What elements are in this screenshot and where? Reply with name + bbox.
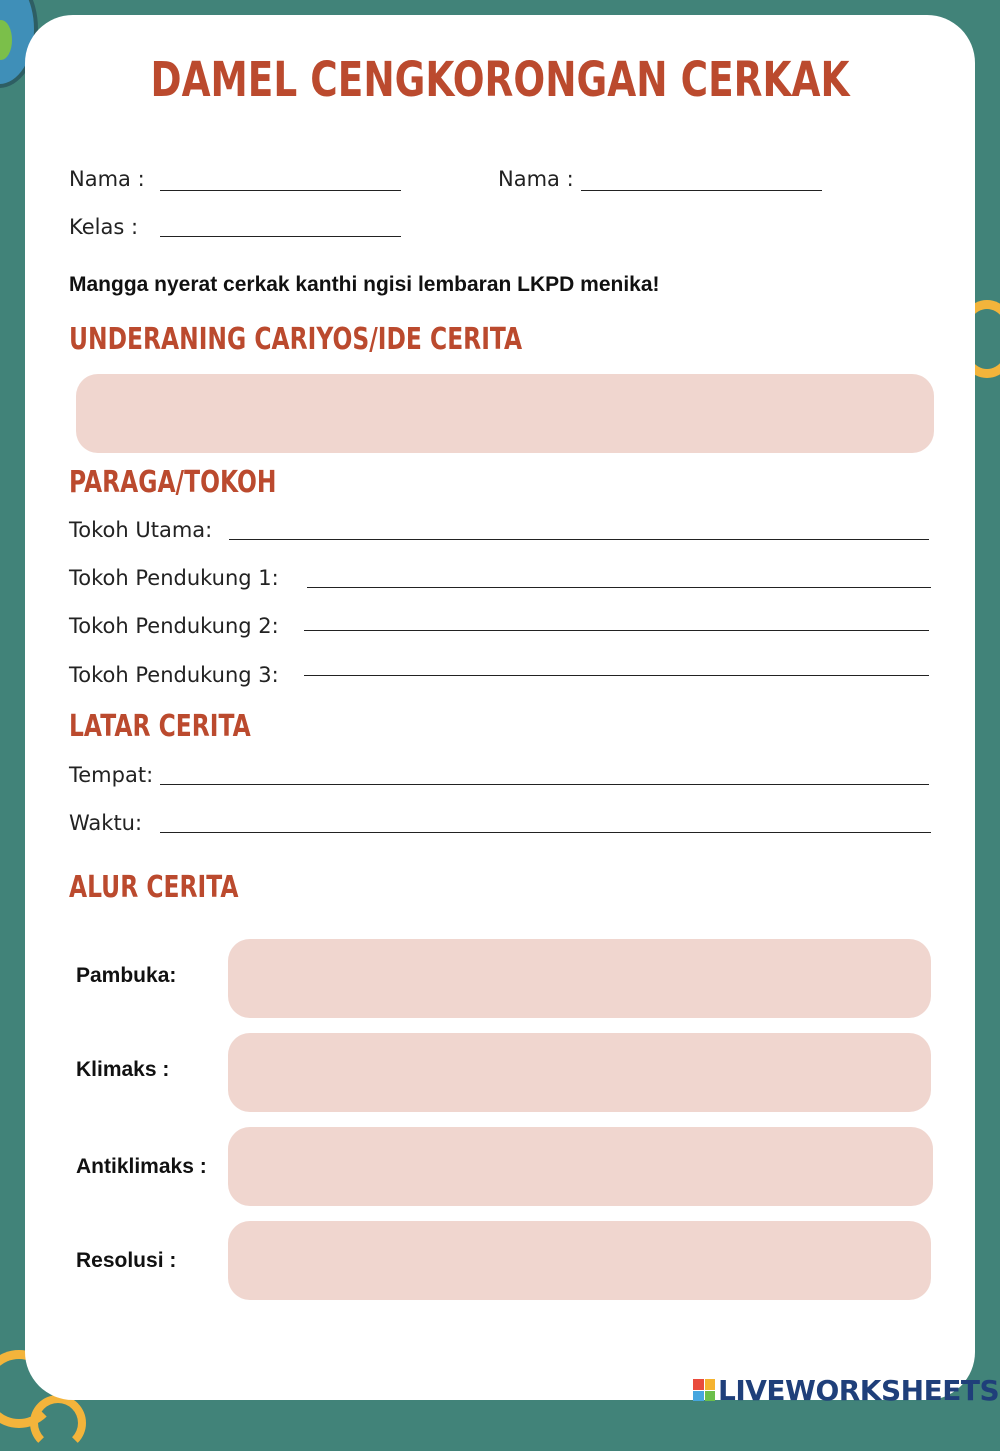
nama-label-2: Nama : [498,167,574,191]
resolusi-label: Resolusi : [76,1249,177,1272]
liveworksheets-logo [693,1374,999,1406]
klimaks-input[interactable] [228,1033,931,1112]
pambuka-label: Pambuka: [76,964,177,987]
resolusi-input[interactable] [228,1221,931,1300]
pambuka-input[interactable] [228,939,931,1018]
kelas-label: Kelas : [69,215,139,239]
waktu-label: Waktu: [69,811,143,835]
tokoh-pendukung-3-label: Tokoh Pendukung 3: [69,663,279,687]
tempat-input[interactable] [160,784,929,785]
tokoh-utama-input[interactable] [229,539,929,540]
kelas-input[interactable] [160,236,401,237]
nama-input-2[interactable] [581,190,822,191]
worksheet-title: DAMEL CENGKORONGAN CERKAK [150,52,850,108]
latar-heading: LATAR CERITA [69,709,251,744]
liveworksheets-wordmark: LIVEWORKSHEETS [718,1373,1000,1407]
klimaks-label: Klimaks : [76,1058,170,1081]
antiklimaks-input[interactable] [228,1127,933,1206]
nama-label-1: Nama : [69,167,145,191]
tokoh-utama-label: Tokoh Utama: [69,518,213,542]
nama-input-1[interactable] [160,190,401,191]
antiklimaks-label: Antiklimaks : [76,1155,207,1178]
tokoh-pendukung-1-input[interactable] [307,587,931,588]
liveworksheets-icon [693,1379,715,1401]
tokoh-pendukung-1-label: Tokoh Pendukung 1: [69,566,279,590]
tokoh-heading: PARAGA/TOKOH [69,465,277,500]
tokoh-pendukung-2-input[interactable] [304,630,929,631]
tokoh-pendukung-3-input[interactable] [304,675,929,676]
waktu-input[interactable] [160,832,931,833]
instruction-text: Mangga nyerat cerkak kanthi ngisi lembaran LKPD menika! [69,273,660,296]
swirl-decoration-bottom-left-small [30,1395,86,1451]
tempat-label: Tempat: [69,763,154,787]
ide-cerita-heading: UNDERANING CARIYOS/IDE CERITA [69,322,523,357]
tokoh-pendukung-2-label: Tokoh Pendukung 2: [69,614,279,638]
alur-heading: ALUR CERITA [69,870,239,905]
ide-cerita-input[interactable] [76,374,934,453]
